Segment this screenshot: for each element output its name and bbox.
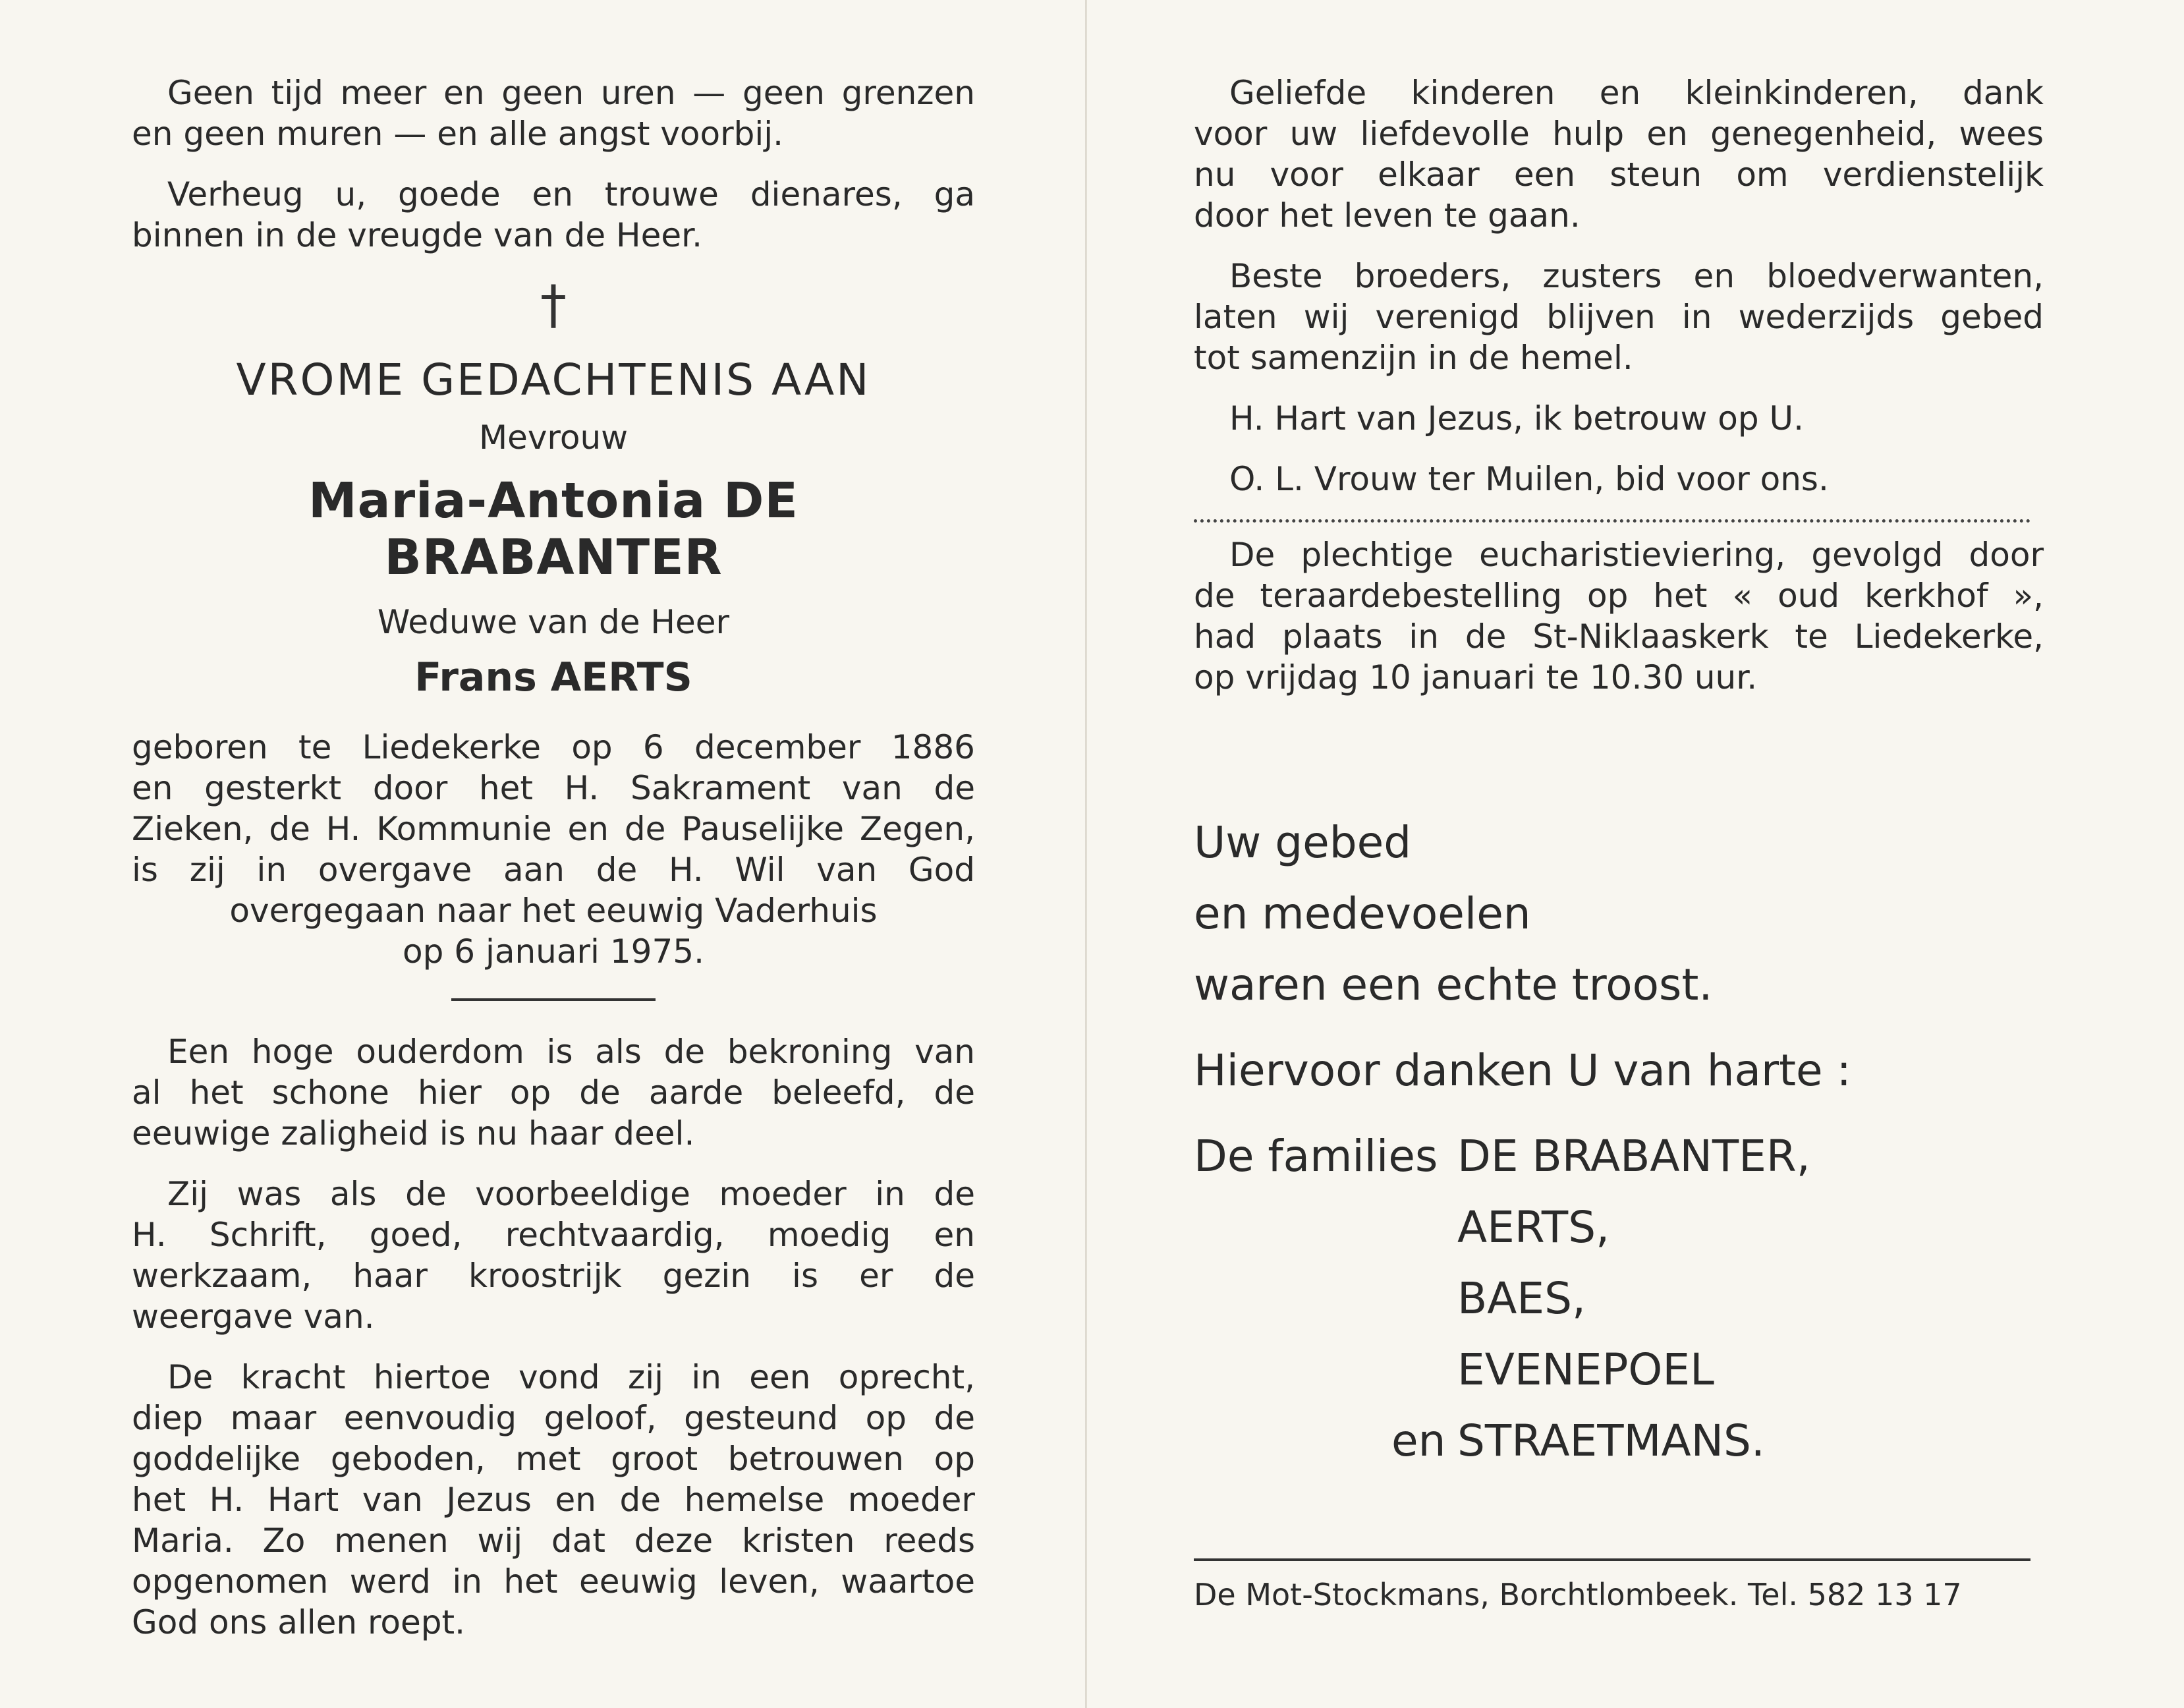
text-line: Beste broeders, zusters en bloedverwanten,: [1229, 257, 2044, 295]
widow-of-label: Weduwe van de Heer: [377, 603, 730, 641]
right-page: [1194, 72, 2044, 1612]
text-line: Maria. Zo menen wij dat deze kristen reeds: [132, 1522, 975, 1560]
text-line: werkzaam, haar kroostrijk gezin is er de: [132, 1257, 975, 1295]
family-name: DE BRABANTER,: [1457, 1131, 1810, 1181]
husband-name: Frans AERTS: [414, 654, 692, 700]
thanks-line: en medevoelen: [1194, 888, 1531, 939]
text-line: laten wij verenigd blijven in wederzijds gebed: [1194, 298, 2044, 336]
memorial-heading: VROME GEDACHTENIS AAN: [236, 355, 871, 405]
prayer-1: [1194, 398, 2044, 439]
text-line: Zij was als de voorbeeldige moeder in de: [167, 1175, 975, 1213]
message-children: [1194, 72, 2044, 236]
text-line: Geliefde kinderen en kleinkinderen, dank: [1229, 74, 2044, 112]
tribute-paragraph-1: [132, 1031, 975, 1154]
dotted-separator: [1194, 519, 2030, 523]
family-row: [1194, 1415, 2044, 1467]
text-line: Zieken, de H. Kommunie en de Pauselijke Zegen,: [132, 810, 975, 848]
text-line: door het leven te gaan.: [1194, 196, 1581, 235]
text-line: Een hoge ouderdom is als de bekroning van: [167, 1033, 975, 1071]
family-row: [1194, 1201, 2044, 1254]
text-line: is zij in overgave aan de H. Wil van God: [132, 851, 975, 889]
text-line: De kracht hiertoe vond zij in een oprecht,: [167, 1358, 975, 1396]
family-name: STRAETMANS.: [1457, 1415, 1765, 1466]
tribute-paragraph-3: [132, 1357, 975, 1643]
text-line: overgegaan naar het eeuwig Vaderhuis: [229, 892, 878, 930]
families-last-prefix: en: [1391, 1415, 1446, 1466]
text-line: opgenomen werd in het eeuwig leven, waartoe: [132, 1562, 975, 1601]
family-row: [1194, 1130, 2044, 1183]
text-line: weergave van.: [132, 1297, 375, 1336]
text-line: en gesterkt door het H. Sakrament van de: [132, 769, 975, 807]
text-line: De plechtige eucharistieviering, gevolgd door: [1229, 536, 2044, 574]
family-name: AERTS,: [1457, 1202, 1610, 1253]
family-name: BAES,: [1457, 1273, 1586, 1324]
text-line: God ons allen roept.: [132, 1603, 466, 1641]
message-siblings: [1194, 256, 2044, 378]
text-line: geboren te Liedekerke op 6 december 1886: [132, 728, 975, 766]
thanks-line: Uw gebed: [1194, 817, 1412, 868]
families-prefix: De families: [1194, 1131, 1438, 1181]
text-line: het H. Hart van Jezus en de hemelse moeder: [132, 1481, 975, 1519]
left-page: [132, 72, 975, 1663]
cross-icon: †: [540, 274, 567, 335]
printer-divider: [1194, 1558, 2030, 1561]
intro-verse-2: [132, 174, 975, 256]
deceased-name: Maria-Antonia DE BRABANTER: [308, 472, 798, 586]
text-line: de teraardebestelling op het « oud kerkhof »,: [1194, 577, 2044, 615]
family-row: [1194, 1344, 2044, 1396]
text-line: nu voor elkaar een steun om verdienstelijk: [1194, 156, 2044, 194]
text-line: al het schone hier op de aarde beleefd, de: [132, 1073, 975, 1112]
text-line: Geen tijd meer en geen uren — geen grenzen: [167, 74, 975, 112]
text-line: op vrijdag 10 januari te 10.30 uur.: [1194, 658, 1758, 697]
biography: [132, 727, 975, 972]
text-line: binnen in de vreugde van de Heer.: [132, 216, 703, 254]
divider: [451, 998, 656, 1001]
thanks-line: Hiervoor danken U van harte :: [1194, 1045, 1851, 1096]
card-fold: [1085, 0, 1087, 1708]
prayer-2: [1194, 459, 2044, 499]
text-line: en geen muren — en alle angst voorbij.: [132, 115, 784, 153]
intro-verse-1: [132, 72, 975, 154]
honorific: Mevrouw: [478, 418, 629, 457]
family-name: EVENEPOEL: [1457, 1344, 1714, 1395]
ceremony-notice: [1194, 534, 2044, 698]
tribute-paragraph-2: [132, 1174, 975, 1337]
text-line: H. Hart van Jezus, ik betrouw op U.: [1229, 399, 1804, 438]
text-line: Verheug u, goede en trouwe dienares, ga: [167, 175, 975, 214]
text-line: had plaats in de St-Niklaaskerk te Liedekerke,: [1194, 617, 2044, 656]
text-line: voor uw liefdevolle hulp en genegenheid, wees: [1194, 115, 2044, 153]
text-line: op 6 januari 1975.: [403, 932, 704, 971]
printer-credit: De Mot-Stockmans, Borchtlombeek. Tel. 582 13 17: [1194, 1577, 1962, 1612]
text-line: goddelijke geboden, met groot betrouwen op: [132, 1440, 975, 1478]
text-line: eeuwige zaligheid is nu haar deel.: [132, 1114, 695, 1153]
thanks-line: waren een echte troost.: [1194, 959, 1713, 1010]
text-line: tot samenzijn in de hemel.: [1194, 339, 1633, 377]
text-line: H. Schrift, goed, rechtvaardig, moedig en: [132, 1216, 975, 1254]
text-line: O. L. Vrouw ter Muilen, bid voor ons.: [1229, 460, 1829, 498]
family-row: [1194, 1272, 2044, 1325]
text-line: diep maar eenvoudig geloof, gesteund op de: [132, 1399, 975, 1437]
